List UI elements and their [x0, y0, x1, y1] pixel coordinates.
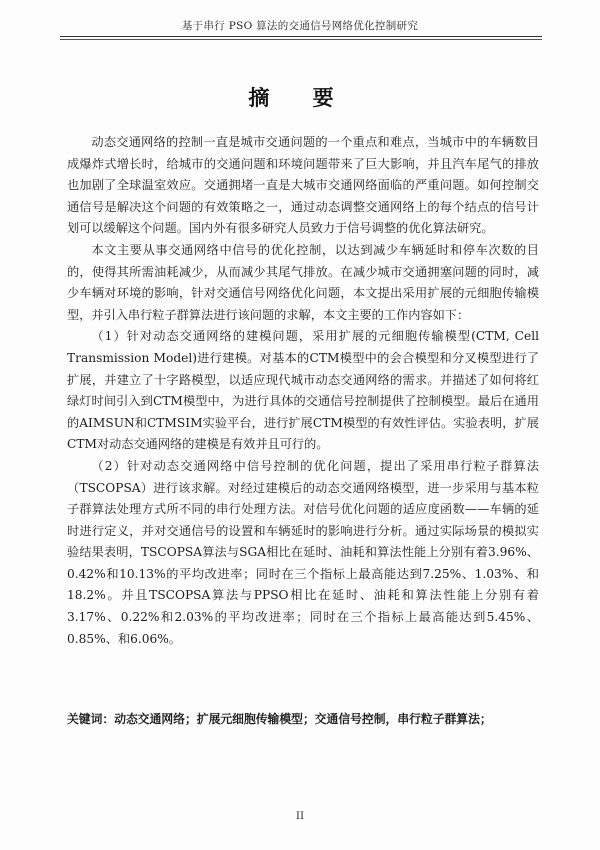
header-rule-thick	[60, 36, 542, 37]
abstract-paragraph-3: （1）针对动态交通网络的建模问题，采用扩展的元细胞传输模型(CTM, Cell Transmission Model)进行建模。对基本的CTM模型中的会合模型和分叉模型进行了扩展，并建立了十字路模型，以适应现代城市动态交通网络的需求。并描述了如何将红绿灯时间引入到CTM模型中，为进行具体的交通信号控制提供了控制模型。最后在通用的AIMSUN和CTMSIM实验平台，进行扩展CTM模型的有效性评估。实验表明，扩展CTM对动态交通网络的建模是有效并且可行的。	[67, 329, 539, 452]
header-rule-thin	[60, 39, 542, 40]
abstract-title: 摘 要	[248, 86, 352, 110]
abstract-paragraph-2: 本文主要从事交通网络中信号的优化控制，以达到减少车辆延时和停车次数的目的，使得其所需油耗减少，从而减少其尾气排放。在减少城市交通拥塞问题的同时，减少车辆对环境的影响，针对交通信号网络优化问题，本文提出采用扩展的元细胞传输模型，并引入串行粒子群算法进行该问题的求解，本文主要的工作内容如下：	[67, 242, 539, 322]
keywords-line: 关键词：动态交通网络；扩展元细胞传输模型；交通信号控制，串行粒子群算法；	[67, 712, 492, 726]
running-header: 基于串行 PSO 算法的交通信号网络优化控制研究	[181, 20, 419, 32]
abstract-paragraph-4: （2）针对动态交通网络中信号控制的优化问题，提出了采用串行粒子群算法（TSCOPSA）进行该求解。对经过建模后的动态交通网络模型，进一步采用与基本粒子群算法处理方式所不同的串行处理方法。对信号优化问题的适应度函数——车辆的延时进行定义，并对交通信号的设置和车辆延时的影响进行分析。通过实际场景的模拟实验结果表明，TSCOPSA算法与SGA相比在延时、油耗和算法性能上分别有着3.96%、0.42%和10.13%的平均改进率；同时在三个指标上最高能达到7.25%、1.03%、和18.2%。并且TSCOPSA算法与PPSO相比在延时、油耗和算法性能上分别有着3.17%、0.22%和2.03%的平均改进率；同时在三个指标上最高能达到5.45%、0.85%、和6.06%。	[67, 458, 539, 646]
abstract-body	[67, 132, 539, 650]
page-number: II	[295, 810, 305, 822]
abstract-paragraph-1: 动态交通网络的控制一直是城市交通问题的一个重点和难点，当城市中的车辆数目成爆炸式增长时，给城市的交通问题和环境问题带来了巨大影响，并且汽车尾气的排放也加剧了全球温室效应。交通拥堵一直是大城市交通网络面临的严重问题。如何控制交通信号是解决这个问题的有效策略之一，通过动态调整交通网络上的每个结点的信号计划可以缓解这个问题。国内外有很多研究人员致力于信号调整的优化算法研究。	[67, 135, 539, 236]
